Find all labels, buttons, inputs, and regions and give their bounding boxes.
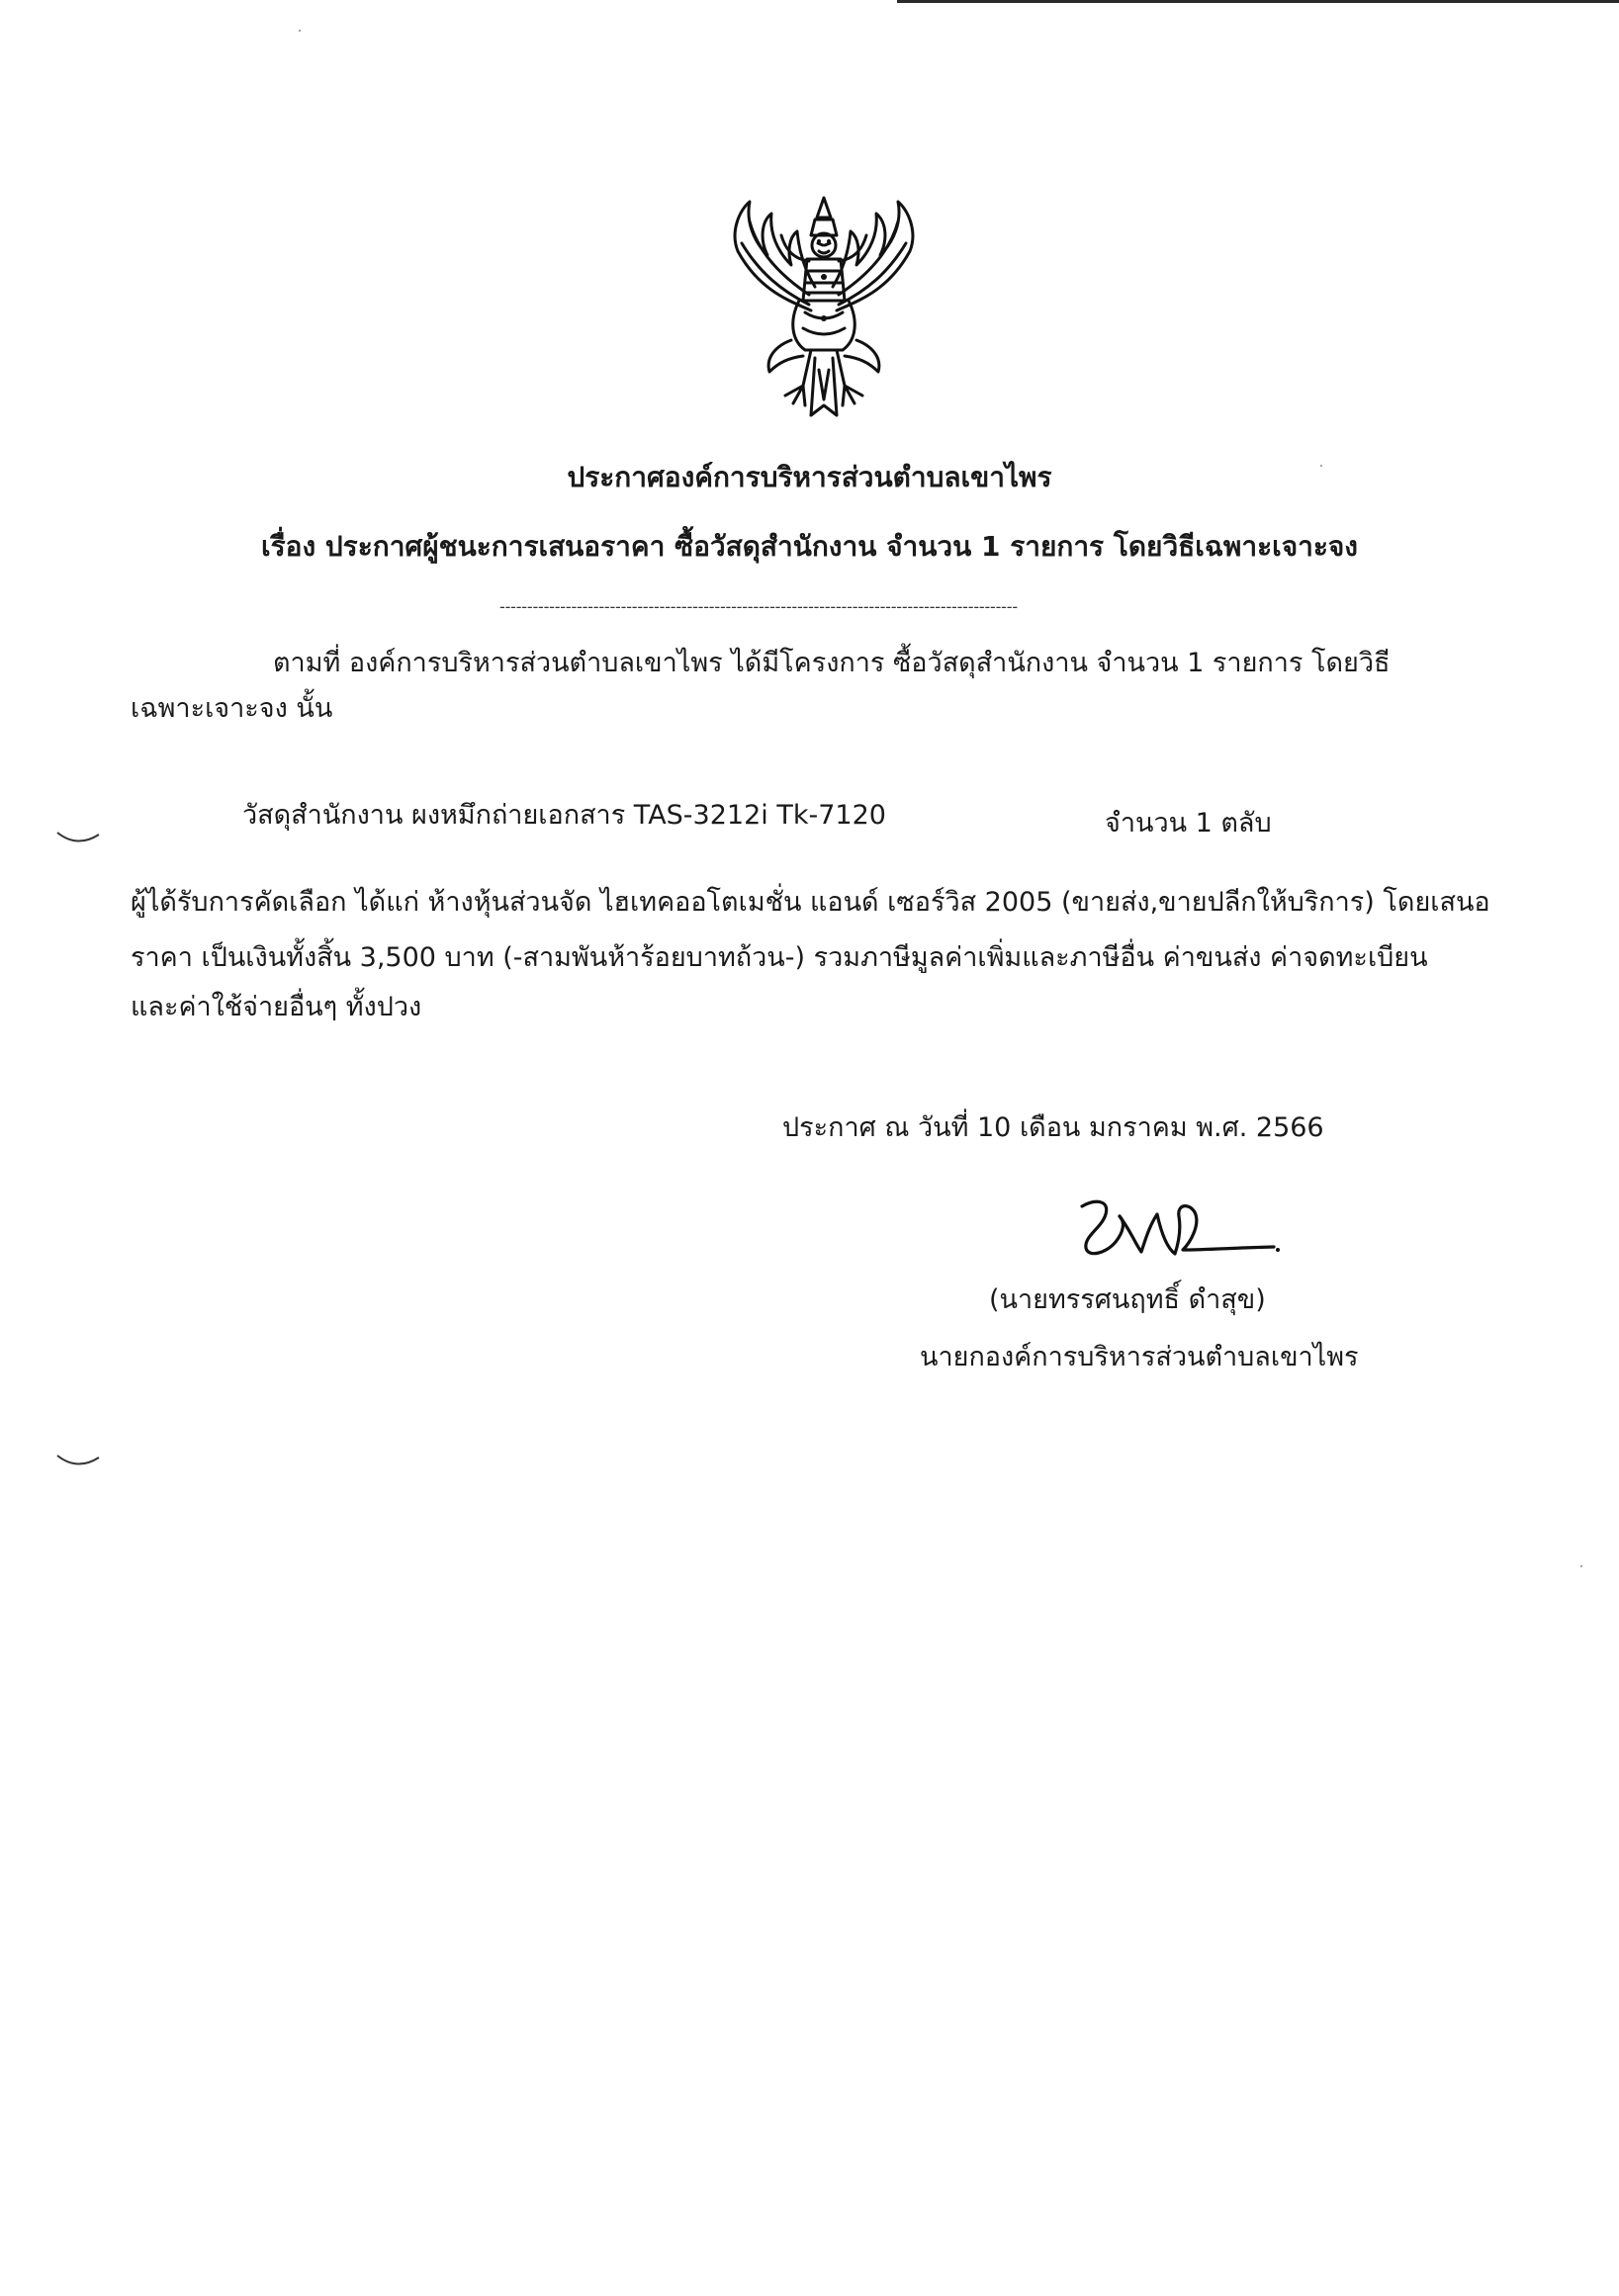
signer-title: นายกองค์การบริหารส่วนตำบลเขาไพร [920, 1342, 1359, 1372]
handwritten-signature [1076, 1192, 1284, 1264]
document-heading: ประกาศองค์การบริหารส่วนตำบลเขาไพร [567, 461, 1052, 493]
winner-paragraph-line-3: และค่าใช้จ่ายอื่นๆ ทั้งปวง [131, 992, 422, 1022]
item-description: วัสดุสำนักงาน ผงหมึกถ่ายเอกสาร TAS-3212i Tk-7120 [242, 800, 886, 831]
garuda-emblem-icon [720, 192, 928, 425]
scan-speck [299, 30, 301, 32]
heading-separator: ---------------------------------------------------------------------------------------------- [499, 597, 1018, 616]
item-quantity: จำนวน 1 ตลับ [1105, 808, 1272, 839]
intro-paragraph-line-1: ตามที่ องค์การบริหารส่วนตำบลเขาไพร ได้มีโครงการ ซื้อวัสดุสำนักงาน จำนวน 1 รายการ โดยวิธี [273, 648, 1391, 678]
document-subject: เรื่อง ประกาศผู้ชนะการเสนอราคา ซื้อวัสดุสำนักงาน จำนวน 1 รายการ โดยวิธีเฉพาะเจาะจง [261, 530, 1358, 563]
announcement-date: ประกาศ ณ วันที่ 10 เดือน มกราคม พ.ศ. 2566 [782, 1112, 1324, 1143]
winner-paragraph-line-2: ราคา เป็นเงินทั้งสิ้น 3,500 บาท (-สามพันห้าร้อยบาทถ้วน-) รวมภาษีมูลค่าเพิ่มและภาษีอื่น ค่าขนส่ง ค่าจดทะเบียน [131, 942, 1428, 973]
scan-speck [1580, 1565, 1582, 1567]
signer-name: (นายทรรศนฤทธิ์ ดำสุข) [989, 1284, 1266, 1315]
intro-paragraph-line-2: เฉพาะเจาะจง นั้น [131, 693, 333, 724]
winner-paragraph-line-1: ผู้ได้รับการคัดเลือก ได้แก่ ห้างหุ้นส่วนจัด ไฮเทคออโตเมชั่น แอนด์ เซอร์วิส 2005 (ขายส่ง,ขายปลีกให้บริการ) โดยเสนอ [131, 887, 1490, 918]
scan-edge-line [897, 0, 1619, 3]
punch-hole-mark [55, 827, 101, 848]
punch-hole-mark [55, 1450, 101, 1471]
